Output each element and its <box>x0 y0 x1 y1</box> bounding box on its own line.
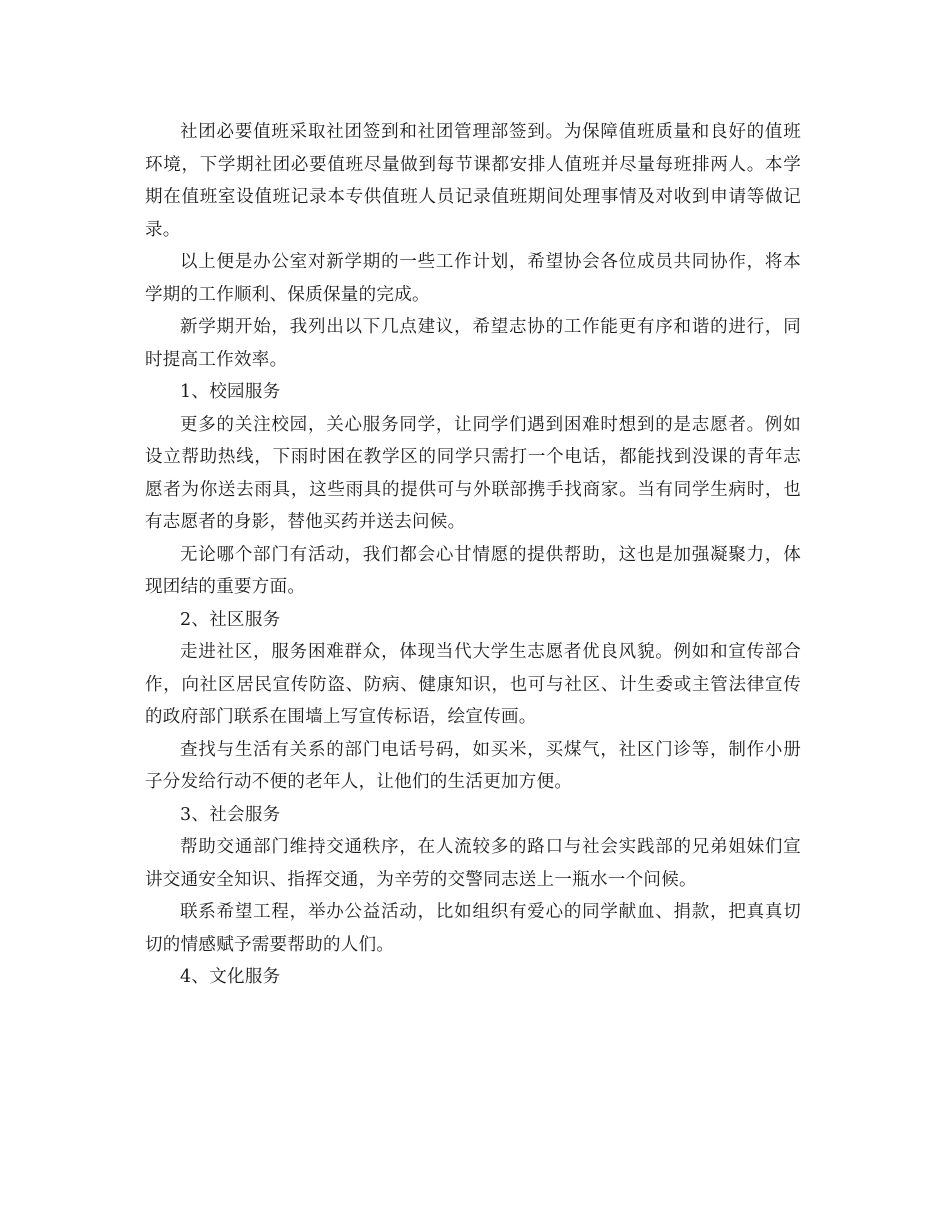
paragraph-phone-booklet: 查找与生活有关系的部门电话号码，如买米，买煤气，社区门诊等，制作小册子分发给行动不便的老年人，让他们的生活更加方便。 <box>145 739 801 792</box>
heading-social-service: 3、社会服务 <box>180 804 281 825</box>
paragraph-hope-project: 联系希望工程，举办公益活动，比如组织有爱心的同学献血、捐款，把真真切切的情感赋予需要帮助的人们。 <box>145 902 801 955</box>
paragraph-department-help: 无论哪个部门有活动，我们都会心甘情愿的提供帮助，这也是加强凝聚力，体现团结的重要方面。 <box>145 544 801 597</box>
heading-culture-service: 4、文化服务 <box>180 967 281 987</box>
heading-campus-service: 1、校园服务 <box>180 382 281 402</box>
paragraph-suggestions-intro: 新学期开始，我列出以下几点建议，希望志协的工作能更有序和谐的进行，同时提高工作效率。 <box>145 317 801 370</box>
paragraph-traffic-help: 帮助交通部门维持交通秩序，在人流较多的路口与社会实践部的兄弟姐妹们宣讲交通安全知识、指挥交通，为辛劳的交警同志送上一瓶水一个问候。 <box>145 837 801 890</box>
heading-community-service: 2、社区服务 <box>180 609 281 630</box>
paragraph-office-plan: 以上便是办公室对新学期的一些工作计划，希望协会各位成员共同协作，将本学期的工作顺利、保质保量的完成。 <box>145 252 801 305</box>
paragraph-community-service: 走进社区，服务困难群众，体现当代大学生志愿者优良风貌。例如和宣传部合作，向社区居民宣传防盗、防病、健康知识，也可与社区、计生委或主管法律宣传的政府部门联系在围墙上写宣传标语，绘宣传画。 <box>145 642 801 727</box>
paragraph-campus-service: 更多的关注校园，关心服务同学，让同学们遇到困难时想到的是志愿者。例如设立帮助热线，下雨时困在教学区的同学只需打一个电话，都能找到没课的青年志愿者为你送去雨具，这些雨具的提供可与外联部携手找商家。当有同学生病时，也有志愿者的身影，替他买药并送去问候。 <box>145 414 801 532</box>
paragraph-duty-signin: 社团必要值班采取社团签到和社团管理部签到。为保障值班质量和良好的值班环境，下学期社团必要值班尽量做到每节课都安排人值班并尽量每班排两人。本学期在值班室设值班记录本专供值班人员记录值班期间处理事情及对收到申请等做记录。 <box>145 122 801 240</box>
document-page <box>145 116 801 994</box>
